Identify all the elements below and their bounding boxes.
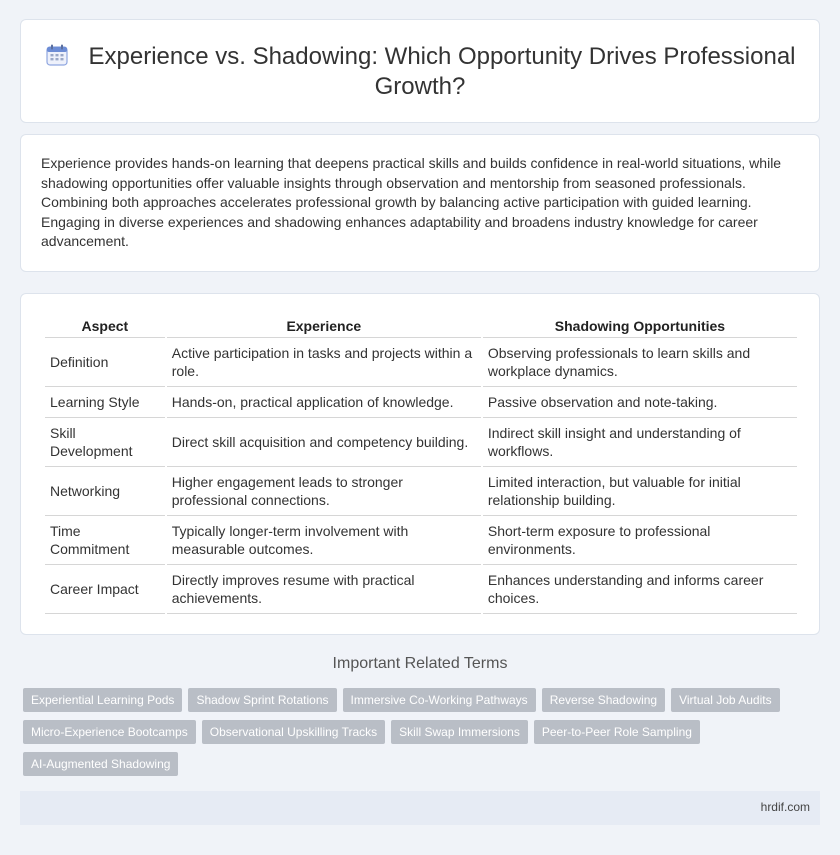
term-tag[interactable]: Shadow Sprint Rotations [188, 688, 336, 712]
experience-cell: Direct skill acquisition and competency building. [167, 418, 481, 467]
header-experience: Experience [167, 316, 481, 338]
table-row [45, 387, 797, 418]
term-tag[interactable]: Observational Upskilling Tracks [202, 720, 385, 744]
term-tag[interactable]: Virtual Job Audits [671, 688, 780, 712]
aspect-cell: Career Impact [45, 565, 165, 614]
shadowing-cell: Passive observation and note-taking. [483, 387, 797, 418]
aspect-cell: Definition [45, 338, 165, 387]
header-card [20, 19, 820, 123]
term-tag[interactable]: Micro-Experience Bootcamps [23, 720, 196, 744]
term-tag[interactable]: Immersive Co-Working Pathways [343, 688, 536, 712]
experience-cell: Typically longer-term involvement with measurable outcomes. [167, 516, 481, 565]
experience-cell: Hands-on, practical application of knowledge. [167, 387, 481, 418]
comparison-card [20, 293, 820, 635]
shadowing-cell: Limited interaction, but valuable for initial relationship building. [483, 467, 797, 516]
table-row [45, 467, 797, 516]
footer [20, 791, 820, 825]
table-header-row [45, 316, 797, 338]
table-row [45, 418, 797, 467]
term-tag[interactable]: Peer-to-Peer Role Sampling [534, 720, 700, 744]
table-row [45, 338, 797, 387]
comparison-table [43, 316, 799, 614]
aspect-cell: Time Commitment [45, 516, 165, 565]
experience-cell: Directly improves resume with practical achievements. [167, 565, 481, 614]
intro-paragraph: Experience provides hands-on learning that deepens practical skills and builds confidence in real-world situations, while shadowing opportunities offer valuable insights through observation and mentorship from seasoned professionals. Combining both approaches accelerates professional growth by balancing active participation with guided learning. Engaging in diverse experiences and shadowing enhances adaptability and broadens industry knowledge for career advancement. [41, 155, 782, 249]
experience-cell: Active participation in tasks and projects within a role. [167, 338, 481, 387]
term-tag[interactable]: Reverse Shadowing [542, 688, 665, 712]
aspect-cell: Skill Development [45, 418, 165, 467]
related-terms-list [23, 688, 803, 776]
term-tag[interactable]: Skill Swap Immersions [391, 720, 528, 744]
table-row [45, 565, 797, 614]
page-header [21, 42, 819, 102]
intro-card [20, 134, 820, 272]
related-terms-title: Important Related Terms [332, 655, 508, 672]
experience-cell: Higher engagement leads to stronger professional connections. [167, 467, 481, 516]
header-shadowing: Shadowing Opportunities [483, 316, 797, 338]
footer-site-link[interactable]: hrdif.com [760, 800, 810, 814]
aspect-cell: Networking [45, 467, 165, 516]
aspect-cell: Learning Style [45, 387, 165, 418]
page-title: Experience vs. Shadowing: Which Opportunity Drives Professional Growth? [88, 43, 796, 100]
term-tag[interactable]: Experiential Learning Pods [23, 688, 182, 712]
term-tag[interactable]: AI-Augmented Shadowing [23, 752, 178, 776]
table-row [45, 516, 797, 565]
shadowing-cell: Enhances understanding and informs career choices. [483, 565, 797, 614]
shadowing-cell: Short-term exposure to professional environments. [483, 516, 797, 565]
header-aspect: Aspect [45, 316, 165, 338]
calendar-icon [45, 43, 69, 67]
shadowing-cell: Observing professionals to learn skills and workplace dynamics. [483, 338, 797, 387]
shadowing-cell: Indirect skill insight and understanding of workflows. [483, 418, 797, 467]
